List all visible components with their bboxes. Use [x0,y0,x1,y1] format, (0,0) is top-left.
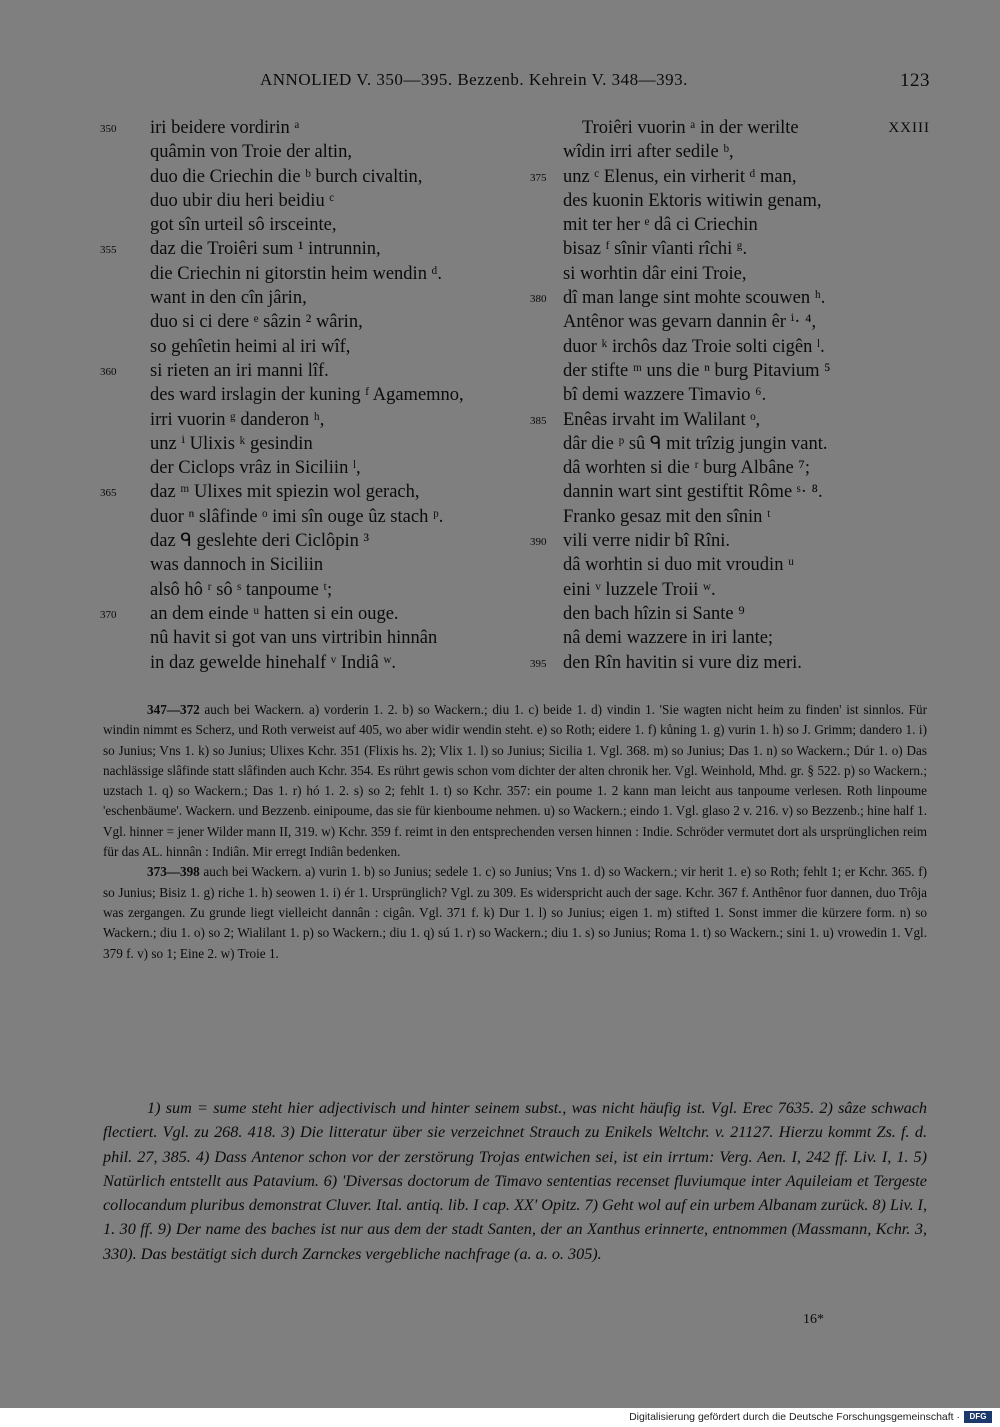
verse-line [100,116,530,140]
verse-text: den bach hîzin si Sante ⁹ [563,603,745,624]
line-number: 390 [530,536,547,549]
verse-text: eini ᵛ luzzele Troii ʷ. [563,579,716,600]
verse-line [530,529,930,553]
verse-line [100,553,530,577]
verse-text: alsô hô ʳ sô ˢ tanpoume ᵗ; [150,579,333,600]
page-header [100,70,930,94]
verse-text: des ward irslagin der kuning ᶠ Agamemno, [150,385,464,406]
verse-line [530,480,930,504]
verse-line [100,456,530,480]
verse-text: daz ᵐ Ulixes mit spiezin wol gerach, [150,482,420,503]
verse-line [100,505,530,529]
verse-text: wîdin irri after sedile ᵇ, [563,142,734,163]
section-tag: XXIII [888,120,930,136]
verse-text: der stifte ᵐ uns die ⁿ burg Pitavium ⁵ [563,360,831,381]
verse-line [530,140,930,164]
apparatus-range: 373—398 [147,864,200,880]
verse-text: want in den cîn jârin, [150,288,307,309]
line-number: 380 [530,293,547,306]
verse-text: was dannoch in Siciliin [150,555,324,576]
verse-line [100,480,530,504]
verse-line [530,310,930,334]
verse-line [530,408,930,432]
verse-text: Troiêri vuorin ᵃ in der werilte [582,118,799,138]
verse-text: der Ciclops vrâz in Siciliin ˡ, [150,458,361,479]
apparatus-text: auch bei Wackern. a) vorderin 1. 2. b) so Wackern.; diu 1. c) beide 1. d) vindin 1. 'Sie wagten nicht heim zu finden' ist sinnlos. Für windin nimmt es Scherz, und Roth verweist auf 405, wo aber widir wendin steht. e) so Roth; eidere 1. f) kůning 1. g) vurin 1. h) so J. Grimm; dandero 1. i) so Junius; Vns 1. k) so Junius; Ulixes Kchr. 351 (Flixis hs. 2); Vlix 1. l) so Junius; Sicilia 1. Vgl. 368. m) so Junius; Das 1. n) so Wackern.; Dúr 1. o) Das nachlässige slâfinde statt slâfinden auch Kchr. 354. Es rührt gewis schon vom dichter der alten chronik her. Vgl. Weinhold, Mhd. gr. § 522. p) so Wackern.; uzstach 1. q) so Wackern.; Das 1. r) hó 1. 2. s) so 2; fehlt 1. t) so Kchr. 357: ein poume 1. 2 kann man leicht aus tanpoume verlesen. Roth linpoume 'eschenbäume'. Wackern. und Bezzenb. einipoume, das sie für kienboume nehmen. u) so Wackern.; eindo 1. Vgl. glaso 2 v. 216. v) so Bezzenb.; hine half 1. Vgl. hinner = jener Wilder mann II, 319. w) Kchr. 359 f. reimt in den entsprechenden versen hinnen : Indie. Schröder vermutet dort als ursprünglichen reim für das AL. hinnân : Indiân. Mir erregt Indiân bedenken. [103,702,927,860]
verse-line [530,213,930,237]
verse-text: so gehîetin heimi al iri wîf, [150,336,351,357]
verse-text: den Rîn havitin si vure diz meri. [563,652,802,673]
verse-line [530,116,930,140]
verse-text: duor ⁿ slâfinde ᵒ imi sîn ouge ûz stach ᵖ. [150,506,444,527]
verse-line [100,140,530,164]
verse-text: mit ter her ᵉ dâ ci Criechin [563,215,758,236]
verse-text: Antênor was gevarn dannin êr ⁱ· ⁴, [563,312,817,333]
verse-text: quâmin von Troie der altin, [150,142,352,163]
verse-text: die Criechin ni gitorstin heim wendin ᵈ. [150,263,442,284]
verse-line [100,408,530,432]
verse-line [100,651,530,675]
verse-text: Enêas irvaht im Walilant ᵒ, [563,409,761,430]
verse-line [530,602,930,626]
verse-line [530,651,930,675]
verse-text: bisaz ᶠ sînir vîanti rîchi ᵍ. [563,239,748,260]
verse-line [530,456,930,480]
verse-line [530,383,930,407]
verse-line [100,189,530,213]
verse-line [100,213,530,237]
verse-line [100,335,530,359]
line-number: 365 [100,487,117,500]
line-number: 395 [530,657,547,670]
verse-text: Franko gesaz mit den sînin ᵗ [563,506,771,527]
apparatus-entry [103,700,927,862]
funding-credit: Digitalisierung gefördert durch die Deutsche Forschungsgemeinschaft · [629,1411,960,1423]
verse-text: dâ worhtin si duo mit vroudin ᵘ [563,555,795,576]
verse-line [100,626,530,650]
verse-line [100,165,530,189]
verse-line [530,359,930,383]
verse-text: unz ⁱ Ulixis ᵏ gesindin [150,433,313,454]
running-title: ANNOLIED V. 350—395. Bezzenb. Kehrein V. 348—393. [260,70,688,89]
verse-line [100,432,530,456]
verse-line [100,529,530,553]
apparatus-entry [103,862,927,963]
verse-line [530,237,930,261]
verse-text: des kuonin Ektoris witiwin genam, [563,190,822,211]
verse-line [100,359,530,383]
verse-text: si rieten an iri manni lîf. [150,360,329,381]
verse-column-right [530,116,930,675]
verse-line [530,165,930,189]
verse-text: daz die Troiêri sum ¹ intrunnin, [150,239,381,260]
sheet-signature: 16* [803,1312,824,1327]
verse-text: in daz gewelde hinehalf ᵛ Indiâ ʷ. [150,652,397,673]
verse-line [530,432,930,456]
digitization-footer [0,1408,1000,1427]
verse-text: dâ worhten si die ʳ burg Albâne ⁷; [563,458,810,479]
apparatus-range: 347—372 [147,702,200,717]
verse-text: vili verre nidir bî Rîni. [563,531,730,552]
verse-text: dannin wart sint gestiftit Rôme ˢ· ⁸. [563,482,823,503]
verse-text: unz ᶜ Elenus, ein virherit ᵈ man, [563,166,797,187]
line-number: 385 [530,414,547,427]
footnotes-text: 1) sum = sume steht hier adjectivisch und hinter seinem subst., was nicht häufig ist. Vgl. Erec 7635. 2) sâze schwach flectiert. Vgl. zu 268. 418. 3) Die litteratur über sie verzeichnet Strauch zu Enikels Weltchr. v. 21127. Hierzu kommt Zs. f. d. phil. 27, 385. 4) Dass Antenor schon vor der zerstörung Trojas entwichen sei, ist ein irrtum: Verg. Aen. I, 242 ff. Liv. I, 1. 5) Natürlich entstellt aus Patavium. 6) 'Diversas doctorum de Timavo sententias recenset fluviumque inter Aquileiam et Tergeste collocandum pluribus demonstrat Cluver. Ital. antiq. lib. I cap. XX' Opitz. 7) Geht wol auf ein urbem Albanam zurück. 8) Liv. I, 1. 30 ff. 9) Der name des baches ist nur aus dem der stadt Santen, der an Xanthus erinnerte, entnommen (Massmann, Kchr. 3, 330). Das bestätigt sich durch Zarnckes vergebliche nachfrage (a. a. o. 305). [103,1099,927,1263]
verse-line [530,262,930,286]
verse-text: iri beidere vordirin ᵃ [150,118,300,138]
verse-line [100,310,530,334]
verse-line [530,286,930,310]
verse-text: an dem einde ᵘ hatten si ein ouge. [150,603,399,624]
dfg-logo: DFG [964,1411,992,1423]
verse-line [100,262,530,286]
verse-line [100,602,530,626]
line-number: 355 [100,244,117,257]
verse-text: duo si ci dere ᵉ sâzin ² wârin, [150,312,363,333]
verse-text: bî demi wazzere Timavio ⁶. [563,385,767,406]
verse-line [530,578,930,602]
verse-line [530,189,930,213]
verse-text: nâ demi wazzere in iri lante; [563,628,774,649]
line-number: 375 [530,171,547,184]
verse-text: dâr die ᵖ sû ᑫ mit trîzig jungin vant. [563,433,828,454]
verse-text: got sîn urteil sô irsceinte, [150,215,337,236]
verse-text: si worhtin dâr eini Troie, [563,263,747,284]
apparatus-text: auch bei Wackern. a) vurin 1. b) so Junius; sedele 1. c) so Junius; Vns 1. d) so Wackern.; vir herit 1. e) so Roth; fehlt 1; er Kchr. 365. f) so Junius; Bisiz 1. g) riche 1. h) seowen 1. i) ér 1. Ursprünglich? Vgl. zu 309. Es widerspricht auch der sage. Kchr. 367 f. Anthênor fuor dannen, duo Trôja was zergangen. Zu grunde liegt vielleicht dannân : cigân. Vgl. 371 f. k) Dur 1. l) so Junius; eigen 1. m) stifted 1. Sonst immer die kürzere form. n) so Wackern.; diu 1. o) so 2; Wialilant 1. p) so Wackern.; diu 1. q) sú 1. r) so Wackern.; diu 1. s) so Junius; Roma 1. t) so Wackern.; sini 1. u) vrowedin 1. Vgl. 379 f. v) so 1; Eine 2. w) Troie 1. [103,864,927,961]
verse-line [530,505,930,529]
verse-line [100,383,530,407]
verse-text: duo ubir diu heri beidiu ᶜ [150,190,335,211]
verse-line [100,286,530,310]
verse-column-left [100,116,530,675]
line-number: 350 [100,123,117,135]
verse-line [100,578,530,602]
verse-text: daz ᑫ geslehte deri Ciclôpin ³ [150,531,370,552]
verse-text: duor ᵏ irchôs daz Troie solti cigên ˡ. [563,336,825,357]
verse-text: dî man lange sint mohte scouwen ʰ. [563,288,826,309]
verse-line [530,335,930,359]
line-number: 370 [100,608,117,621]
verse-line [100,237,530,261]
page-number: 123 [900,70,930,91]
verse-text: irri vuorin ᵍ danderon ʰ, [150,409,325,430]
verse-text: duo die Criechin die ᵇ burch civaltin, [150,166,423,187]
verse-text: nû havit si got van uns virtribin hinnân [150,628,438,649]
footnotes [103,1096,927,1266]
verse-line [530,553,930,577]
line-number: 360 [100,365,117,378]
critical-apparatus [103,700,927,964]
verse-line [530,626,930,650]
